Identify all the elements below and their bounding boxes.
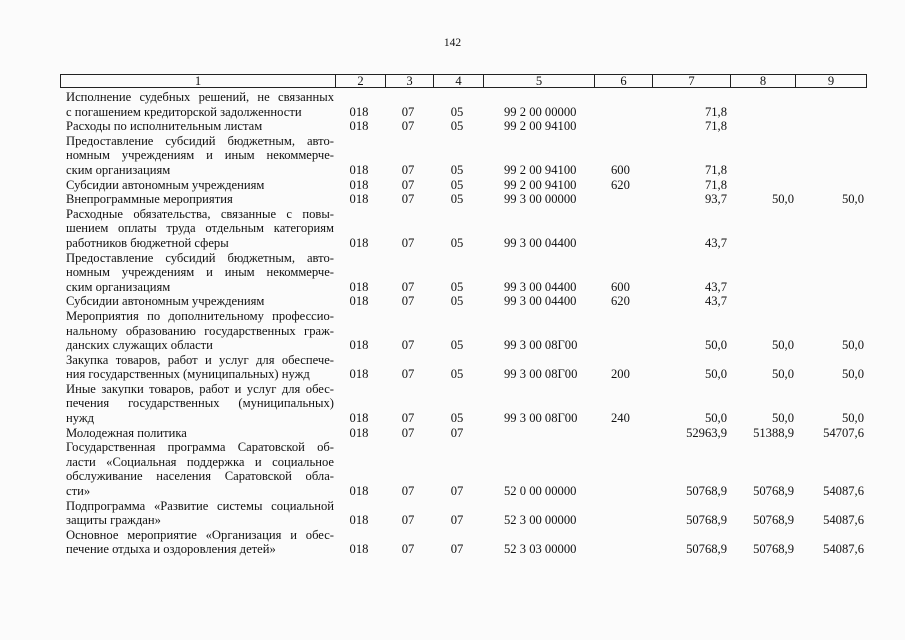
table-row xyxy=(66,134,864,178)
description-line: Субсидии автономным учреждениям xyxy=(66,177,265,192)
cell-col-4: 05 xyxy=(450,192,464,207)
cell-col-5: 99 3 00 04400 xyxy=(504,235,577,250)
cell-col-3: 07 xyxy=(401,192,415,207)
row-description xyxy=(66,499,334,528)
cell-col-3: 07 xyxy=(401,279,415,294)
cell-col-2: 018 xyxy=(349,338,369,353)
row-description xyxy=(66,528,334,557)
description-line: нужд xyxy=(66,411,94,426)
header-col-9: 9 xyxy=(827,74,835,88)
header-col-3: 3 xyxy=(386,75,434,87)
cell-col-2: 018 xyxy=(349,235,369,250)
cell-col-9 xyxy=(794,119,864,134)
header-col-7: 7 xyxy=(653,75,731,87)
cell-col-6 xyxy=(593,192,651,207)
cell-col-4: 05 xyxy=(450,104,464,119)
table-row xyxy=(66,178,864,193)
description-line: Субсидии автономным учреждениям xyxy=(66,294,265,309)
row-description xyxy=(66,382,334,426)
cell-col-9 xyxy=(794,294,864,309)
cell-col-2: 018 xyxy=(349,104,369,119)
cell-col-6: 200 xyxy=(611,367,630,382)
description-line: ским организациям xyxy=(66,162,171,177)
cell-col-4: 05 xyxy=(450,119,464,134)
cell-col-7: 50,0 xyxy=(704,338,727,353)
cell-col-9 xyxy=(794,163,864,178)
row-description xyxy=(66,309,334,353)
table-header xyxy=(60,74,867,88)
description-line: Расходы по исполнительным листам xyxy=(66,119,263,134)
description-line: обслуживание населения Саратовской обла- xyxy=(66,469,334,484)
description-line: Молодежная политика xyxy=(66,425,187,440)
cell-col-5: 99 3 00 08Г00 xyxy=(504,411,578,426)
description-line: Иные закупки товаров, работ и услуг для обес- xyxy=(66,381,334,396)
table-body xyxy=(66,90,864,557)
cell-col-6: 600 xyxy=(611,162,630,177)
cell-col-9: 54087,6 xyxy=(823,513,864,528)
table-row xyxy=(66,207,864,251)
cell-col-7: 43,7 xyxy=(704,235,727,250)
description-line: Внепрограммные мероприятия xyxy=(66,192,233,207)
table-row xyxy=(66,499,864,528)
cell-col-4: 07 xyxy=(450,425,464,440)
cell-col-5: 99 3 00 04400 xyxy=(504,294,577,309)
cell-col-4: 05 xyxy=(450,338,464,353)
cell-col-8: 50768,9 xyxy=(753,542,794,557)
description-line: Основное мероприятие «Организация и обес- xyxy=(66,527,334,542)
cell-col-4: 05 xyxy=(450,162,464,177)
cell-col-3: 07 xyxy=(401,104,415,119)
cell-col-8: 50768,9 xyxy=(753,484,794,499)
cell-col-7: 50,0 xyxy=(704,367,727,382)
row-description xyxy=(66,119,334,134)
table-row xyxy=(66,426,864,441)
cell-col-2: 018 xyxy=(349,192,369,207)
cell-col-7: 50768,9 xyxy=(686,542,727,557)
cell-col-3: 07 xyxy=(401,484,415,499)
cell-col-6 xyxy=(593,542,651,557)
table-row xyxy=(66,192,864,207)
table-row xyxy=(66,90,864,119)
cell-col-3: 07 xyxy=(401,162,415,177)
cell-col-9: 50,0 xyxy=(841,411,864,426)
table-row xyxy=(66,294,864,309)
row-description xyxy=(66,426,334,441)
row-description xyxy=(66,440,334,498)
cell-col-4: 05 xyxy=(450,177,464,192)
cell-col-5: 99 3 00 08Г00 xyxy=(504,338,578,353)
cell-col-9: 50,0 xyxy=(841,192,864,207)
table-row xyxy=(66,382,864,426)
cell-col-6 xyxy=(593,484,651,499)
cell-col-2: 018 xyxy=(349,279,369,294)
cell-col-2: 018 xyxy=(349,484,369,499)
cell-col-3: 07 xyxy=(401,367,415,382)
cell-col-9: 50,0 xyxy=(841,367,864,382)
cell-col-5: 99 3 00 00000 xyxy=(504,192,577,207)
row-description xyxy=(66,90,334,119)
cell-col-4: 05 xyxy=(450,294,464,309)
header-col-6: 6 xyxy=(595,75,653,87)
cell-col-4: 07 xyxy=(450,484,464,499)
description-line: Предоставление субсидий бюджетным, авто- xyxy=(66,133,334,148)
cell-col-5 xyxy=(482,426,593,441)
cell-col-2: 018 xyxy=(349,425,369,440)
table-row xyxy=(66,440,864,498)
description-line: печение отдыха и оздоровления детей» xyxy=(66,542,276,557)
cell-col-8 xyxy=(729,163,794,178)
cell-col-2: 018 xyxy=(349,542,369,557)
cell-col-4: 05 xyxy=(450,367,464,382)
cell-col-6 xyxy=(593,338,651,353)
description-line: Подпрограмма «Развитие системы социальной xyxy=(66,498,334,513)
cell-col-7: 71,8 xyxy=(704,104,727,119)
table-row xyxy=(66,309,864,353)
description-line: шением оплаты труда отдельным категориям xyxy=(66,221,334,236)
cell-col-9: 54087,6 xyxy=(823,542,864,557)
cell-col-4: 07 xyxy=(450,542,464,557)
table-row xyxy=(66,251,864,295)
cell-col-9 xyxy=(794,105,864,120)
description-line: данских служащих области xyxy=(66,338,213,353)
description-line: работников бюджетной сферы xyxy=(66,235,229,250)
cell-col-2: 018 xyxy=(349,177,369,192)
description-line: Закупка товаров, работ и услуг для обеспече- xyxy=(66,352,334,367)
description-line: номным учреждениям и иным некоммерче- xyxy=(66,265,334,280)
cell-col-3: 07 xyxy=(401,338,415,353)
description-line: ния государственных (муниципальных) нужд xyxy=(66,367,310,382)
cell-col-7: 43,7 xyxy=(704,279,727,294)
cell-col-8 xyxy=(729,105,794,120)
cell-col-6 xyxy=(593,426,651,441)
description-line: печения государственных (муниципальных) xyxy=(66,396,334,411)
cell-col-3: 07 xyxy=(401,513,415,528)
description-line: нальному образованию государственных граж- xyxy=(66,323,334,338)
cell-col-7: 50768,9 xyxy=(686,513,727,528)
description-line: с погашением кредиторской задолженности xyxy=(66,104,302,119)
cell-col-7: 93,7 xyxy=(704,192,727,207)
cell-col-5: 99 2 00 94100 xyxy=(504,177,577,192)
cell-col-2: 018 xyxy=(349,411,369,426)
cell-col-6: 240 xyxy=(611,411,630,426)
cell-col-4: 05 xyxy=(450,279,464,294)
row-description xyxy=(66,294,334,309)
cell-col-8: 51388,9 xyxy=(753,425,794,440)
description-line: ласти «Социальная поддержка и социальное xyxy=(66,454,334,469)
cell-col-5: 99 2 00 00000 xyxy=(504,104,577,119)
cell-col-5: 52 0 00 00000 xyxy=(504,484,577,499)
cell-col-9: 50,0 xyxy=(841,338,864,353)
row-description xyxy=(66,353,334,382)
cell-col-9: 54707,6 xyxy=(823,425,864,440)
row-description xyxy=(66,178,334,193)
header-col-1: 1 xyxy=(61,75,336,87)
table-row xyxy=(66,353,864,382)
cell-col-2: 018 xyxy=(349,162,369,177)
cell-col-2: 018 xyxy=(349,294,369,309)
cell-col-5: 52 3 03 00000 xyxy=(504,542,577,557)
cell-col-4: 07 xyxy=(450,513,464,528)
cell-col-6 xyxy=(593,236,651,251)
header-col-8: 8 xyxy=(731,75,796,87)
cell-col-8 xyxy=(729,119,794,134)
cell-col-3: 07 xyxy=(401,177,415,192)
cell-col-6: 600 xyxy=(611,279,630,294)
cell-col-8 xyxy=(729,178,794,193)
cell-col-3: 07 xyxy=(401,119,415,134)
cell-col-5: 52 3 00 00000 xyxy=(504,513,577,528)
page-number: 142 xyxy=(443,37,462,49)
cell-col-4: 05 xyxy=(450,411,464,426)
cell-col-5: 99 2 00 94100 xyxy=(504,119,577,134)
description-line: Государственная программа Саратовской об- xyxy=(66,440,334,455)
cell-col-7: 43,7 xyxy=(704,294,727,309)
description-line: номным учреждениям и иным некоммерче- xyxy=(66,148,334,163)
cell-col-4: 05 xyxy=(450,235,464,250)
cell-col-6: 620 xyxy=(611,294,630,309)
cell-col-2: 018 xyxy=(349,513,369,528)
table-row xyxy=(66,528,864,557)
cell-col-6 xyxy=(593,105,651,120)
cell-col-2: 018 xyxy=(349,119,369,134)
cell-col-6 xyxy=(593,513,651,528)
header-col-2: 2 xyxy=(336,75,386,87)
description-line: ским организациям xyxy=(66,279,171,294)
cell-col-8 xyxy=(729,294,794,309)
cell-col-7: 71,8 xyxy=(704,177,727,192)
row-description xyxy=(66,207,334,251)
description-line: защиты граждан» xyxy=(66,513,161,528)
cell-col-3: 07 xyxy=(401,425,415,440)
cell-col-3: 07 xyxy=(401,411,415,426)
header-col-4: 4 xyxy=(434,75,484,87)
cell-col-5: 99 3 00 08Г00 xyxy=(504,367,578,382)
cell-col-8: 50,0 xyxy=(771,338,794,353)
cell-col-9 xyxy=(794,280,864,295)
table-row xyxy=(66,119,864,134)
cell-col-3: 07 xyxy=(401,542,415,557)
cell-col-7: 50768,9 xyxy=(686,484,727,499)
cell-col-8 xyxy=(729,280,794,295)
cell-col-8: 50,0 xyxy=(771,192,794,207)
cell-col-3: 07 xyxy=(401,235,415,250)
description-line: Исполнение судебных решений, не связанных xyxy=(66,90,334,104)
row-description xyxy=(66,134,334,178)
cell-col-7: 71,8 xyxy=(704,162,727,177)
cell-col-9 xyxy=(794,178,864,193)
row-description xyxy=(66,251,334,295)
header-col-5: 5 xyxy=(484,75,595,87)
cell-col-7: 71,8 xyxy=(704,119,727,134)
cell-col-6 xyxy=(593,119,651,134)
description-line: Предоставление субсидий бюджетным, авто- xyxy=(66,250,334,265)
cell-col-9 xyxy=(794,236,864,251)
cell-col-7: 50,0 xyxy=(704,411,727,426)
cell-col-5: 99 3 00 04400 xyxy=(504,279,577,294)
description-line: сти» xyxy=(66,484,91,499)
cell-col-8: 50,0 xyxy=(771,411,794,426)
cell-col-8 xyxy=(729,236,794,251)
cell-col-8: 50768,9 xyxy=(753,513,794,528)
cell-col-8: 50,0 xyxy=(771,367,794,382)
row-description xyxy=(66,192,334,207)
cell-col-5: 99 2 00 94100 xyxy=(504,162,577,177)
cell-col-6: 620 xyxy=(611,177,630,192)
cell-col-3: 07 xyxy=(401,294,415,309)
description-line: Мероприятия по дополнительному профессио- xyxy=(66,308,334,323)
cell-col-9: 54087,6 xyxy=(823,484,864,499)
cell-col-7: 52963,9 xyxy=(686,425,727,440)
cell-col-2: 018 xyxy=(349,367,369,382)
description-line: Расходные обязательства, связанные с повы- xyxy=(66,206,334,221)
